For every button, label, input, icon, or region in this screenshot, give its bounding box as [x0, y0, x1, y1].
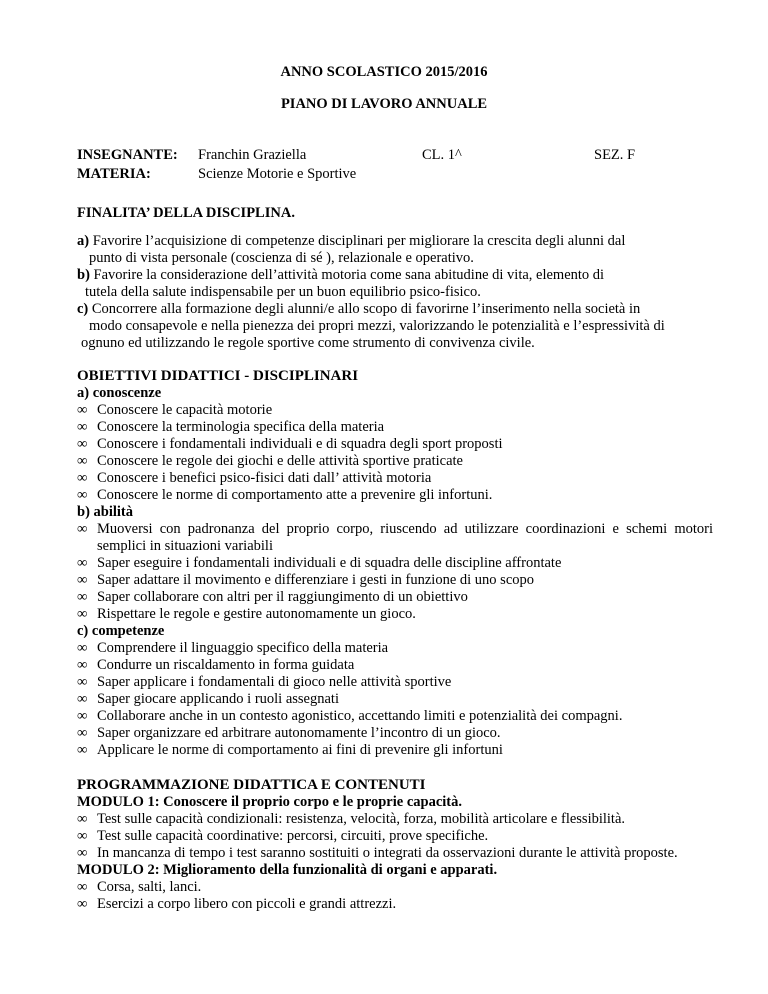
conoscenze-list	[77, 402, 713, 504]
programmazione-title: PROGRAMMAZIONE DIDATTICA E CONTENUTI	[77, 777, 426, 793]
bullet-item	[77, 402, 713, 419]
bullet-text: Comprendere il linguaggio specifico della materia	[97, 640, 389, 656]
bullet-item	[77, 640, 713, 657]
bullet-item	[77, 521, 713, 555]
bullet-text: Saper adattare il movimento e differenziare i gesti in funzione di uno scopo	[97, 572, 535, 588]
bullet-item	[77, 674, 713, 691]
competenze-list	[77, 640, 713, 759]
finalita-item	[77, 267, 717, 284]
programmazione-section	[77, 777, 713, 913]
bullet-icon: ∞	[77, 845, 88, 861]
bullet-text: Saper applicare i fondamentali di gioco nelle attività sportive	[97, 674, 452, 690]
obiettivi-title: OBIETTIVI DIDATTICI - DISCIPLINARI	[77, 368, 359, 384]
finalita-title: FINALITA’ DELLA DISCIPLINA.	[77, 205, 295, 221]
class-value: CL. 1^	[422, 147, 462, 163]
bullet-icon: ∞	[77, 725, 88, 741]
bullet-icon: ∞	[77, 521, 88, 537]
bullet-text: Conoscere le norme di comportamento atte a prevenire gli infortuni.	[97, 487, 493, 503]
finalita-letter: c)	[77, 301, 89, 317]
bullet-icon: ∞	[77, 742, 88, 758]
bullet-item	[77, 845, 713, 862]
subject-name: Scienze Motorie e Sportive	[198, 166, 357, 182]
subject-row	[77, 166, 717, 185]
bullet-item	[77, 606, 713, 623]
bullet-icon: ∞	[77, 436, 88, 452]
subject-label: MATERIA:	[77, 166, 151, 182]
bullet-item	[77, 470, 713, 487]
bullet-text: Test sulle capacità condizionali: resistenza, velocità, forza, mobilità articolare e flessibilità.	[97, 811, 626, 827]
finalita-text: Favorire l’acquisizione di competenze disciplinari per migliorare la crescita degli alunni dal	[89, 233, 626, 249]
bullet-text: Conoscere la terminologia specifica della materia	[97, 419, 385, 435]
bullet-text: Saper giocare applicando i ruoli assegnati	[97, 691, 339, 707]
bullet-icon: ∞	[77, 453, 88, 469]
finalita-letter: a)	[77, 233, 90, 249]
finalita-text-continued: tutela della salute indispensabile per un buon equilibrio psico-fisico.	[85, 284, 481, 300]
bullet-icon: ∞	[77, 640, 88, 656]
bullet-icon: ∞	[77, 589, 88, 605]
abilita-list	[77, 521, 713, 623]
bullet-icon: ∞	[77, 487, 88, 503]
bullet-text: In mancanza di tempo i test saranno sostituiti o integrati da osservazioni durante le attività proposte.	[97, 845, 678, 861]
bullet-item	[77, 657, 713, 674]
bullet-icon: ∞	[77, 708, 88, 724]
bullet-icon: ∞	[77, 555, 88, 571]
finalita-text-continued: ognuno ed utilizzando le regole sportive come strumento di convivenza civile.	[81, 335, 535, 351]
bullet-item	[77, 708, 713, 725]
finalita-text-continued: punto di vista personale (coscienza di sé ), relazionale e operativo.	[89, 250, 474, 266]
bullet-item	[77, 572, 713, 589]
bullet-text: Conoscere i fondamentali individuali e di squadra degli sport proposti	[97, 436, 503, 452]
modulo1-list	[77, 811, 713, 862]
bullet-item	[77, 453, 713, 470]
bullet-text: Conoscere le regole dei giochi e delle attività sportive praticate	[97, 453, 463, 469]
bullet-text: Saper eseguire i fondamentali individuali e di squadra delle discipline affrontate	[97, 555, 562, 571]
bullet-text: Corsa, salti, lanci.	[97, 879, 202, 895]
bullet-icon: ∞	[77, 657, 88, 673]
bullet-icon: ∞	[77, 896, 88, 912]
bullet-item	[77, 811, 713, 828]
bullet-item	[77, 589, 713, 606]
bullet-icon: ∞	[77, 419, 88, 435]
bullet-text: Saper collaborare con altri per il raggiungimento di un obiettivo	[97, 589, 468, 605]
bullet-icon: ∞	[77, 470, 88, 486]
bullet-icon: ∞	[77, 811, 88, 827]
bullet-item	[77, 555, 713, 572]
bullet-item	[77, 436, 713, 453]
finalita-text-continued: modo consapevole e nella pienezza dei propri mezzi, valorizzando le potenzialità e l’espressività di	[89, 318, 665, 334]
bullet-text: Conoscere i benefici psico-fisici dati dall’ attività motoria	[97, 470, 432, 486]
plan-heading: PIANO DI LAVORO ANNUALE	[280, 96, 488, 112]
bullet-item	[77, 742, 713, 759]
bullet-icon: ∞	[77, 828, 88, 844]
bullet-item	[77, 828, 713, 845]
bullet-icon: ∞	[77, 674, 88, 690]
obiettivi-section	[77, 368, 713, 759]
finalita-text: Favorire la considerazione dell’attività motoria come sana abitudine di vita, elemento di	[89, 267, 605, 283]
abilita-label: b) abilità	[77, 504, 133, 520]
finalita-letter: b)	[77, 267, 90, 283]
finalita-item	[77, 233, 717, 250]
bullet-icon: ∞	[77, 572, 88, 588]
bullet-text: Muoversi con padronanza del proprio corpo, riuscendo ad utilizzare coordinazioni e schemi motori semplici in situazioni variabili	[97, 521, 713, 554]
info-block	[77, 147, 717, 185]
bullet-item	[77, 419, 713, 436]
teacher-row	[77, 147, 717, 166]
modulo2-title: MODULO 2: Miglioramento della funzionalità di organi e apparati.	[77, 862, 498, 878]
bullet-text: Rispettare le regole e gestire autonomamente un gioco.	[97, 606, 416, 622]
bullet-item	[77, 879, 713, 896]
section-value: SEZ. F	[594, 147, 636, 163]
conoscenze-label: a) conoscenze	[77, 385, 162, 401]
bullet-item	[77, 691, 713, 708]
bullet-text: Applicare le norme di comportamento ai fini di prevenire gli infortuni	[97, 742, 503, 758]
bullet-text: Esercizi a corpo libero con piccoli e grandi attrezzi.	[97, 896, 397, 912]
bullet-text: Collaborare anche in un contesto agonistico, accettando limiti e potenzialità dei compagni.	[97, 708, 623, 724]
bullet-item	[77, 487, 713, 504]
teacher-label: INSEGNANTE:	[77, 147, 178, 163]
bullet-icon: ∞	[77, 402, 88, 418]
bullet-text: Test sulle capacità coordinative: percorsi, circuiti, prove specifiche.	[97, 828, 489, 844]
teacher-name: Franchin Graziella	[198, 147, 307, 163]
modulo2-list	[77, 879, 713, 913]
bullet-item	[77, 896, 713, 913]
bullet-icon: ∞	[77, 691, 88, 707]
finalita-item	[77, 301, 717, 318]
bullet-icon: ∞	[77, 606, 88, 622]
bullet-icon: ∞	[77, 879, 88, 895]
competenze-label: c) competenze	[77, 623, 165, 639]
bullet-text: Condurre un riscaldamento in forma guidata	[97, 657, 355, 673]
bullet-item	[77, 725, 713, 742]
bullet-text: Saper organizzare ed arbitrare autonomamente l’incontro di un gioco.	[97, 725, 501, 741]
school-year-heading: ANNO SCOLASTICO 2015/2016	[280, 64, 488, 80]
finalita-list	[77, 233, 717, 352]
bullet-text: Conoscere le capacità motorie	[97, 402, 273, 418]
finalita-text: Concorrere alla formazione degli alunni/e allo scopo di favorirne l’inserimento nella società in	[88, 301, 641, 317]
modulo1-title: MODULO 1: Conoscere il proprio corpo e le proprie capacità.	[77, 794, 463, 810]
